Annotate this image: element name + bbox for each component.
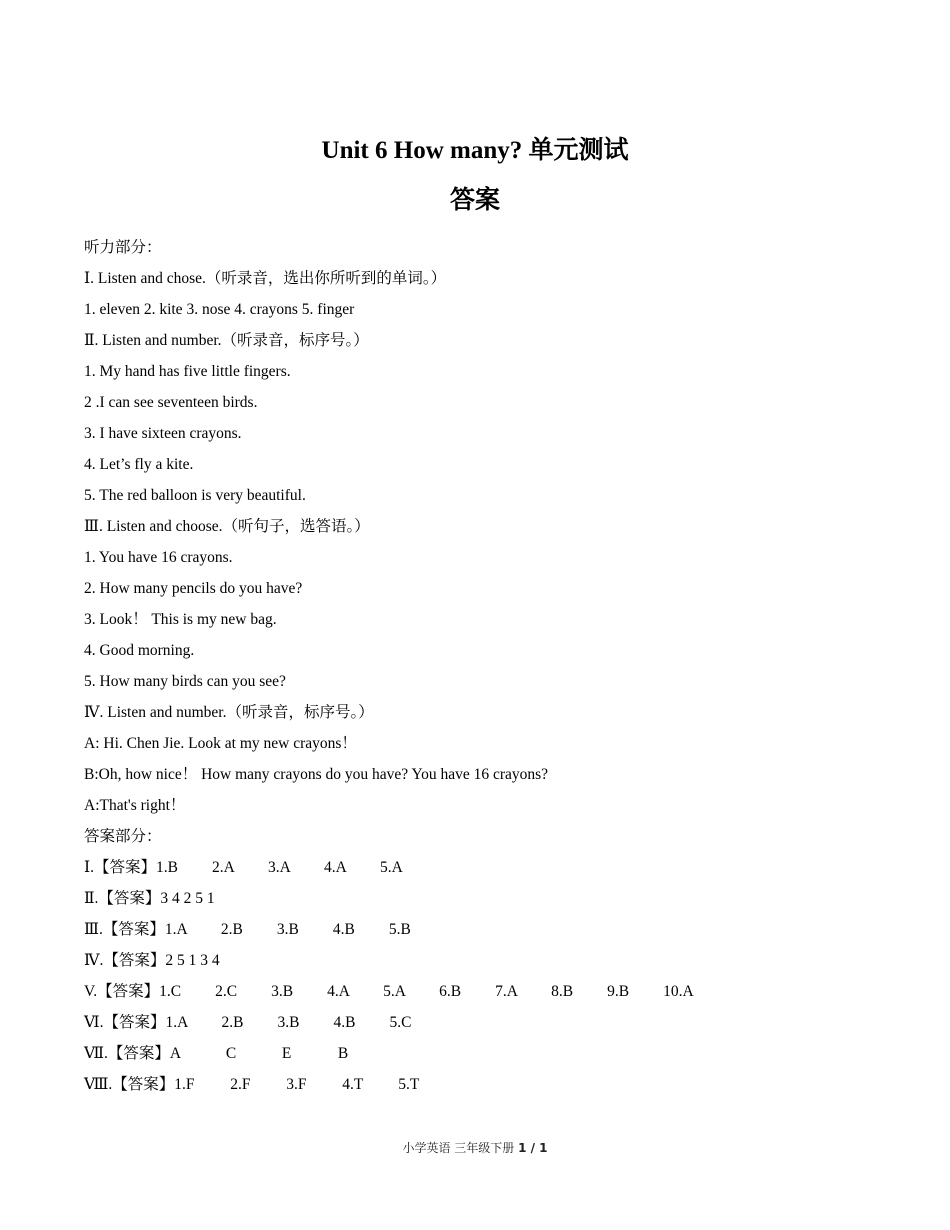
answers-heading: 答案部分： [84, 828, 162, 845]
answer-label: Ⅳ.【答案】 [84, 952, 166, 969]
section-2-line: 5. The red balloon is very beautiful. [84, 487, 306, 504]
answer-item: 9.B [607, 983, 630, 1000]
answer-row [84, 1073, 884, 1104]
answer-item: 5.B [388, 921, 411, 938]
answer-item: 1.F [174, 1076, 195, 1093]
section-3-line: 4. Good morning. [84, 642, 195, 659]
answer-item: 1.A [165, 1014, 189, 1031]
section-4-title: Ⅳ. Listen and number.（听录音，标序号。） [84, 704, 374, 721]
answer-item: C [225, 1045, 237, 1062]
answer-row [84, 980, 884, 1011]
answer-item: 2.B [221, 1014, 244, 1031]
answer-item: A [169, 1045, 182, 1062]
section-3-line: 2. How many pencils do you have? [84, 580, 303, 597]
answer-row [84, 856, 884, 887]
answer-label: Ⅷ.【答案】 [84, 1076, 175, 1093]
answer-item: 2.F [230, 1076, 251, 1093]
answer-item: 3.A [268, 859, 291, 876]
answer-item: 4.B [333, 1014, 356, 1031]
answer-item: 5.A [383, 983, 406, 1000]
answer-item: B [337, 1045, 349, 1062]
section-1-line: 1. eleven 2. kite 3. nose 4. crayons 5. finger [84, 301, 355, 318]
answer-item: 2 5 1 3 4 [165, 952, 220, 969]
document-subtitle: 答案 [449, 187, 500, 214]
section-4-line: A: Hi. Chen Jie. Look at my new crayons！ [84, 735, 357, 752]
answer-label: Ⅶ.【答案】 [84, 1045, 170, 1062]
answer-item: 6.B [439, 983, 462, 1000]
page-footer [0, 1139, 950, 1156]
answer-item: 1.C [159, 983, 182, 1000]
answer-item: 5.A [380, 859, 403, 876]
answer-item: 4.B [332, 921, 355, 938]
section-2-line: 4. Let’s fly a kite. [84, 456, 194, 473]
answer-row [84, 1042, 884, 1073]
listening-heading: 听力部分： [84, 239, 162, 256]
section-3-line: 5. How many birds can you see? [84, 673, 286, 690]
section-2-line: 1. My hand has five little fingers. [84, 363, 291, 380]
section-2-line: 3. I have sixteen crayons. [84, 425, 242, 442]
section-3-line: 3. Look！ This is my new bag. [84, 611, 277, 628]
answer-item: 2.A [212, 859, 235, 876]
answer-item: 1.A [164, 921, 188, 938]
answer-row [84, 1011, 884, 1042]
section-3-line: 1. You have 16 crayons. [84, 549, 233, 566]
answer-item: 2.B [220, 921, 243, 938]
answer-item: 3.B [276, 921, 299, 938]
answer-label: Ⅰ.【答案】 [84, 859, 156, 876]
answer-item: 3.F [286, 1076, 307, 1093]
answer-item: 10.A [663, 983, 694, 1000]
section-4-line: A:That's right！ [84, 797, 186, 814]
answer-row [84, 918, 884, 949]
answer-item: 2.C [215, 983, 238, 1000]
document-body [84, 236, 884, 1104]
document-title: Unit 6 How many? 单元测试 [321, 137, 629, 164]
answer-row [84, 949, 884, 980]
answer-row [84, 887, 884, 918]
answer-label: Ⅱ.【答案】 [84, 890, 161, 907]
section-2-line: 2 .I can see seventeen birds. [84, 394, 258, 411]
answer-item: 4.A [327, 983, 350, 1000]
answer-item: 5.T [398, 1076, 420, 1093]
answer-item: 7.A [495, 983, 518, 1000]
answer-item: E [281, 1045, 292, 1062]
answer-list [84, 856, 884, 1104]
answer-item: 1.B [156, 859, 178, 876]
answer-label: Ⅵ.【答案】 [84, 1014, 166, 1031]
answer-item: 8.B [551, 983, 574, 1000]
section-3-title: Ⅲ. Listen and choose.（听句子，选答语。） [84, 518, 370, 535]
answer-label: V.【答案】 [84, 983, 160, 1000]
section-1-title: Ⅰ. Listen and chose.（听录音，选出你所听到的单词。） [84, 270, 447, 287]
page-number: 1 / 1 [518, 1141, 548, 1155]
answer-item: 3.B [277, 1014, 300, 1031]
answer-item: 5.C [389, 1014, 412, 1031]
answer-item: 4.T [342, 1076, 364, 1093]
section-4-line: B:Oh, how nice！ How many crayons do you have? You have 16 crayons? [84, 766, 549, 783]
answer-label: Ⅲ.【答案】 [84, 921, 165, 938]
answer-item: 3.B [271, 983, 294, 1000]
section-2-title: Ⅱ. Listen and number.（听录音，标序号。） [84, 332, 369, 349]
answer-item: 4.A [324, 859, 347, 876]
answer-item: 3 4 2 5 1 [160, 890, 215, 907]
footer-text: 小学英语 三年级下册 [402, 1141, 519, 1155]
